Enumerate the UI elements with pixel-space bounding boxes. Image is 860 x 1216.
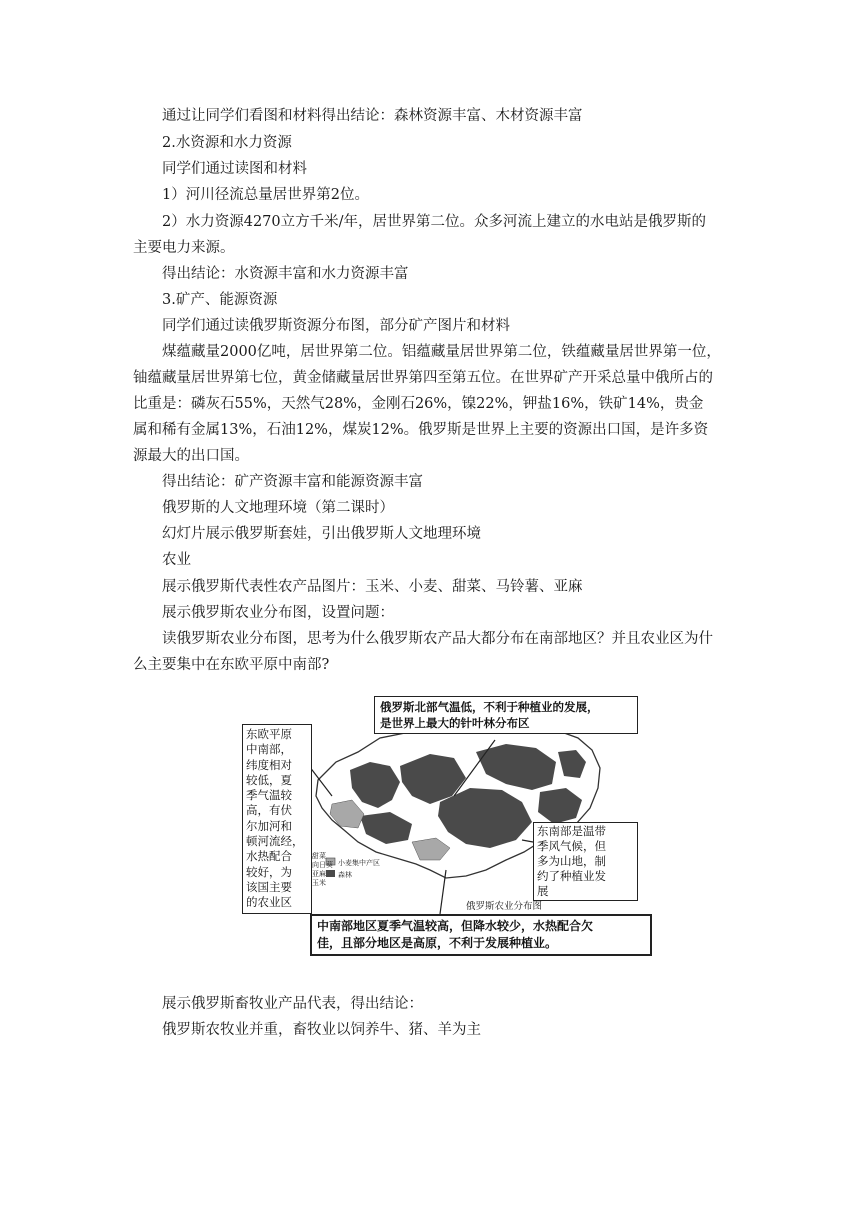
- top-callout-box: 俄罗斯北部气温低，不利于种植业的发展， 是世界上最大的针叶林分布区: [374, 696, 638, 734]
- doc-line: 么主要集中在东欧平原中南部?: [133, 657, 330, 673]
- legend-wheat-label: 小麦集中产区: [338, 859, 380, 867]
- doc-line: 主要电力来源。: [133, 240, 235, 256]
- russia-agriculture-map: [240, 692, 644, 954]
- left-callout-box: 东欧平原 中南部， 纬度相对 较低，夏 季气温较 高，有伏 尔加河和 顿河流经， 水热配合 较好，为 该国主要 的农业区: [242, 724, 312, 914]
- doc-line: 幻灯片展示俄罗斯套娃，引出俄罗斯人文地理环境: [162, 526, 481, 542]
- right-callout-box: 东南部是温带 季风气候，但 多为山地，制 约了种植业发 展: [533, 822, 638, 901]
- doc-line: 铀蕴藏量居世界第七位，黄金储藏量居世界第四至第五位。在世界矿产开采总量中俄所占的: [133, 370, 713, 386]
- bottom-callout-box: 中南部地区夏季气温较高，但降水较少，水热配合欠 佳，且部分地区是高原，不利于发展种植业。: [310, 914, 652, 956]
- doc-line: 展示俄罗斯代表性农产品图片：玉米、小麦、甜菜、马铃薯、亚麻: [162, 579, 583, 595]
- doc-line: 农业: [162, 552, 191, 568]
- legend-item-flax: 亚麻: [312, 870, 326, 878]
- map-caption: 俄罗斯农业分布图: [466, 901, 543, 912]
- legend-item-beet: 甜菜: [312, 852, 326, 860]
- doc-line: 读俄罗斯农业分布图，思考为什么俄罗斯农产品大都分布在南部地区？并且农业区为什: [162, 631, 713, 647]
- doc-line: 2.水资源和水力资源: [162, 135, 292, 151]
- doc-line: 得出结论：矿产资源丰富和能源资源丰富: [162, 474, 423, 490]
- doc-line: 展示俄罗斯农业分布图，设置问题：: [162, 605, 394, 621]
- doc-line: 属和稀有金属13%，石油12%，煤炭12%。俄罗斯是世界上主要的资源出口国，是许多资: [133, 422, 709, 438]
- doc-line: 俄罗斯的人文地理环境（第二课时）: [162, 500, 394, 516]
- doc-line: 同学们通过读图和材料: [162, 161, 307, 177]
- doc-line: 通过让同学们看图和材料得出结论：森林资源丰富、木材资源丰富: [162, 108, 583, 124]
- doc-line: 比重是：磷灰石55%，天然气28%，金刚石26%，镍22%，钾盐16%，铁矿14%，贵金: [133, 396, 704, 412]
- legend-item-sunflower: 向日葵: [312, 861, 333, 869]
- doc-line: 1）河川径流总量居世界第2位。: [162, 187, 369, 203]
- legend-item-corn: 玉米: [312, 879, 326, 887]
- doc-line: 2）水力资源4270立方千米/年，居世界第二位。众多河流上建立的水电站是俄罗斯的: [162, 214, 707, 230]
- doc-line: 展示俄罗斯畜牧业产品代表，得出结论：: [162, 996, 423, 1012]
- map-legend: [312, 852, 333, 888]
- legend-forest-label: 森林: [338, 871, 352, 879]
- doc-line: 源最大的出口国。: [133, 448, 249, 464]
- doc-line: 同学们通过读俄罗斯资源分布图，部分矿产图片和材料: [162, 318, 510, 334]
- doc-line: 3.矿产、能源资源: [162, 292, 278, 308]
- doc-line: 俄罗斯农牧业并重，畜牧业以饲养牛、猪、羊为主: [162, 1022, 481, 1038]
- doc-line: 得出结论：水资源丰富和水力资源丰富: [162, 266, 409, 282]
- doc-line: 煤蕴藏量2000亿吨，居世界第二位。铝蕴藏量居世界第二位，铁蕴藏量居世界第一位，: [162, 344, 721, 360]
